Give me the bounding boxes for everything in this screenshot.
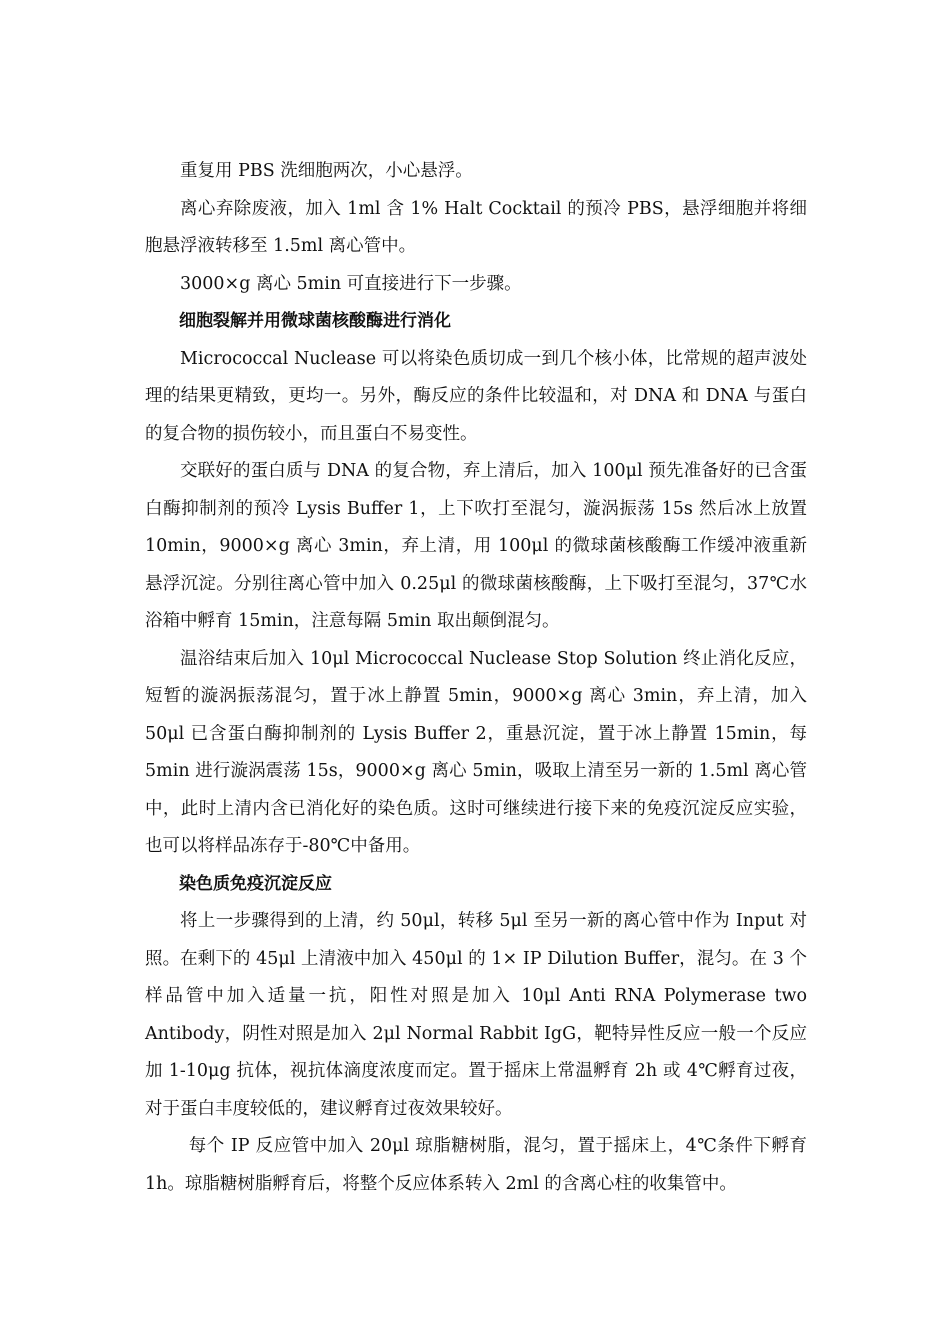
document-body [145, 153, 807, 1203]
paragraph-lysis-buffer-1: 交联好的蛋白质与 DNA 的复合物，弃上清后，加入 100μl 预先准备好的已含蛋白酶抑制剂的预冷 Lysis Buffer 1，上下吹打至混匀，漩涡振荡 15s 然后冰上放置 10min，9000×g 离心 3min，弃上清，用 100μl 的微球菌核酸酶工作缓冲液重新悬浮沉淀。分别往离心管中加入 0.25μl 的微球菌核酸酶，上下吸打至混匀，37℃水浴箱中孵育 15min，注意每隔 5min 取出颠倒混匀。 [145, 461, 807, 631]
paragraph-wash-pbs: 重复用 PBS 洗细胞两次，小心悬浮。 [180, 161, 473, 181]
paragraph-micrococcal-nuclease-intro: Micrococcal Nuclease 可以将染色质切成一到几个核小体，比常规的超声波处理的结果更精致，更均一。另外，酶反应的条件比较温和，对 DNA 和 DNA 与蛋白的复合物的损伤较小，而且蛋白不易变性。 [145, 348, 807, 444]
paragraph-centrifuge-halt-cocktail: 离心弃除废液，加入 1ml 含 1% Halt Cocktail 的预冷 PBS，悬浮细胞并将细胞悬浮液转移至 1.5ml 离心管中。 [145, 198, 807, 256]
paragraph-centrifuge-3000g: 3000×g 离心 5min 可直接进行下一步骤。 [180, 273, 522, 294]
section-heading-chip: 染色质免疫沉淀反应 [179, 873, 332, 894]
paragraph-stop-solution: 温浴结束后加入 10μl Micrococcal Nuclease Stop Solution 终止消化反应，短暂的漩涡振荡混匀，置于冰上静置 5min，9000×g 离心 3min，弃上清，加入 50μl 已含蛋白酶抑制剂的 Lysis Buffer 2，重悬沉淀，置于冰上静置 15min，每 5min 进行漩涡震荡 15s，9000×g 离心 5min，吸取上清至另一新的 1.5ml 离心管中，此时上清内含已消化好的染色质。这时可继续进行接下来的免疫沉淀反应实验，也可以将样品冻存于-80℃中备用。 [145, 648, 807, 856]
section-heading-lysis-digestion: 细胞裂解并用微球菌核酸酶进行消化 [179, 311, 451, 331]
paragraph-input-control: 将上一步骤得到的上清，约 50μl，转移 5μl 至另一新的离心管中作为 Input 对照。在剩下的 45μl 上清液中加入 450μl 的 1× IP Dilution Buffer，混匀。在 3 个样品管中加入适量一抗，阳性对照是加入 10μl Anti RNA Polymerase two Antibody，阴性对照是加入 2μl Normal Rabbit IgG，靶特异性反应一般一个反应加 1-10μg 抗体，视抗体滴度浓度而定。置于摇床上常温孵育 2h 或 4℃孵育过夜，对于蛋白丰度较低的，建议孵育过夜效果较好。 [145, 911, 807, 1119]
paragraph-agarose-resin: 每个 IP 反应管中加入 20μl 琼脂糖树脂，混匀，置于摇床上，4℃条件下孵育 1h。琼脂糖树脂孵育后，将整个反应体系转入 2ml 的含离心柱的收集管中。 [145, 1136, 807, 1194]
